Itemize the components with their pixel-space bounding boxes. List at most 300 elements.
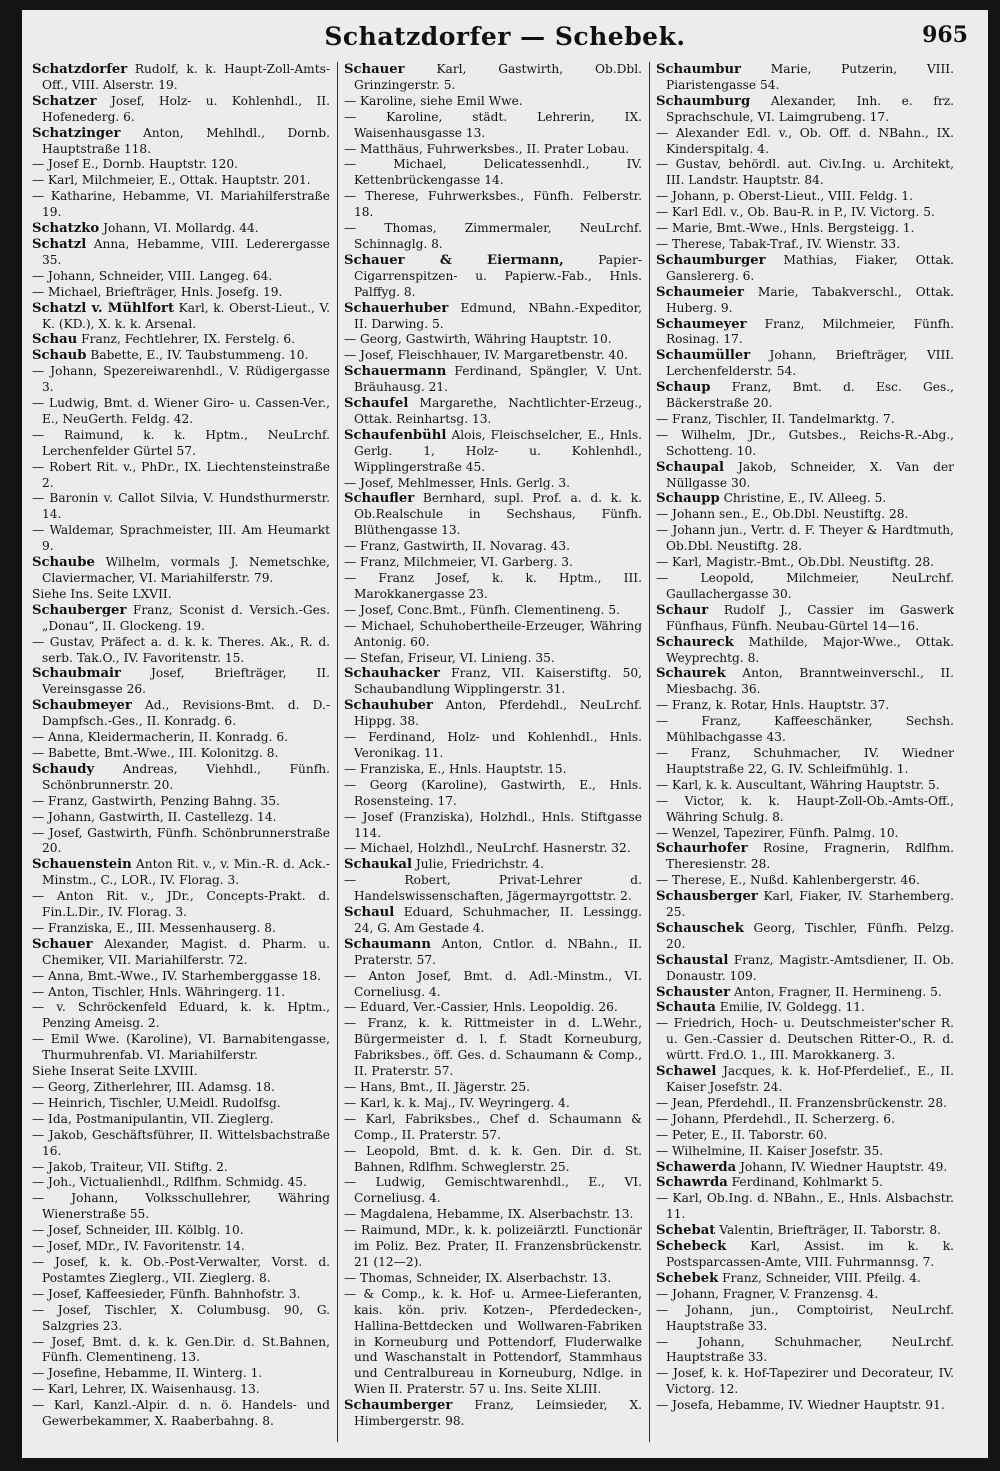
entry-text: Alexander, Inh. e. frz. Sprachschule, VI. Laimgrubeng. 17. — [666, 93, 954, 124]
entry-text: — Josef, Gastwirth, Fünfh. Schönbrunnerstraße 20. — [32, 825, 330, 856]
entry-text: Franz, Leimsieder, X. Himbergerstr. 98. — [354, 1398, 642, 1429]
directory-entry — [32, 1255, 330, 1287]
directory-entry — [344, 1000, 642, 1016]
directory-entry — [32, 730, 330, 746]
directory-entry — [344, 142, 642, 158]
directory-entry — [344, 603, 642, 619]
entry-text: Anton, Cntlor. d. NBahn., II. Praterstr. 57. — [354, 936, 642, 967]
entry-surname: Schauer — [344, 62, 405, 77]
entry-text: — Anton Rit. v., JDr., Concepts-Prakt. d. Fin.L.Dir., IV. Florag. 3. — [32, 889, 330, 920]
directory-entry — [656, 428, 954, 460]
entry-text: Christine, E., IV. Alleeg. 5. — [719, 491, 887, 506]
directory-entry — [656, 1160, 954, 1176]
directory-entry — [656, 714, 954, 746]
directory-entry — [344, 698, 642, 730]
entry-text: Jakob, Schneider, X. Van der Nüllgasse 30. — [666, 459, 954, 490]
entry-text: Wilhelm, vormals J. Nemetschke, Claviermacher, VI. Mariahilferstr. 79. — [42, 555, 330, 585]
directory-entry — [656, 571, 954, 603]
entry-text: Anton Rit. v., v. Min.-R. d. Ack.-Minstm., C., LOR., IV. Florag. 3. — [42, 857, 330, 888]
entry-text: Ferdinand, Spängler, V. Unt. Bräuhausg. 21. — [354, 364, 642, 395]
entry-text: — Franziska, E., Hnls. Hauptstr. 15. — [344, 761, 567, 776]
directory-entry — [656, 523, 954, 555]
entry-text: Karl, Fiaker, IV. Starhemberg. 25. — [666, 889, 954, 920]
entry-text: Franz, Milchmeier, Fünfh. Rosinag. 17. — [666, 316, 954, 347]
directory-entry — [344, 1287, 642, 1398]
directory-entry — [344, 62, 642, 94]
entry-text: Babette, E., IV. Taubstummeng. 10. — [86, 348, 309, 363]
directory-entry — [32, 1080, 330, 1096]
entry-text: Jacques, k. k. Hof-Pferdelief., E., II. Kaiser Josefstr. 24. — [666, 1064, 954, 1094]
directory-entry — [656, 317, 954, 349]
directory-entry — [344, 476, 642, 492]
directory-entry — [656, 157, 954, 189]
entry-text: Anton, Branntweinverschl., II. Miesbachg. 36. — [666, 666, 954, 697]
entry-surname: Schatzl — [32, 236, 87, 252]
entry-text: — Franz, Gastwirth, II. Novarag. 43. — [344, 539, 570, 554]
directory-entry — [32, 189, 330, 221]
entry-surname: Schebeck — [656, 1239, 727, 1255]
directory-entry — [656, 460, 954, 492]
entry-surname: Schaumüller — [656, 348, 751, 364]
entry-text: — Friedrich, Hoch- u. Deutschmeister'scher R. u. Gen.-Cassier d. Deutschen Ritter-O., R. d. württ. Frd.O. 1., III. Marokkanerg. 3. — [656, 1016, 954, 1063]
directory-entry — [656, 1096, 954, 1112]
entry-text: — Stefan, Friseur, VI. Linieng. 35. — [344, 650, 555, 665]
directory-entry — [656, 953, 954, 985]
entry-text: — Johann jun., Vertr. d. F. Theyer & Hardtmuth, Ob.Dbl. Neustiftg. 28. — [656, 523, 954, 554]
entry-text: — Michael, Schuhobertheile-Erzeuger, Währing Antonig. 60. — [344, 618, 642, 649]
page-header — [22, 22, 988, 62]
entry-text: — Ida, Postmanipulantin, VII. Zieglerg. — [32, 1111, 274, 1126]
directory-entry — [32, 698, 330, 730]
entry-surname: Schauerhuber — [344, 300, 449, 316]
directory-entry — [32, 603, 330, 635]
entry-text: — Raimund, k. k. Hptm., NeuLrchf. Lerchenfelder Gürtel 57. — [32, 427, 330, 458]
directory-entry — [32, 666, 330, 698]
entry-text: — Magdalena, Hebamme, IX. Alserbachstr. 13. — [344, 1207, 634, 1222]
entry-text: — Jakob, Traiteur, VII. Stiftg. 2. — [32, 1159, 228, 1174]
entry-text: Rosine, Fragnerin, Rdlfhm. Theresienstr. 28. — [666, 841, 954, 872]
entry-text: Eduard, Schuhmacher, II. Lessingg. 24, G. Am Gestade 4. — [354, 905, 642, 935]
column-rule — [337, 62, 338, 1442]
entry-text: Karl, k. Oberst-Lieut., V. K. (KD.), X. k. k. Arsenal. — [42, 300, 330, 331]
directory-entry — [656, 253, 954, 285]
directory-entry — [32, 157, 330, 173]
directory-entry — [656, 1287, 954, 1303]
entry-text: — Raimund, MDr., k. k. polizeiärztl. Functionär im Poliz. Bez. Prater, II. Franzensbrückenstr. 21 (12—2). — [344, 1223, 642, 1269]
entry-text: — Josef, Tischler, X. Columbusg. 90, G. Salzgries 23. — [32, 1302, 330, 1333]
entry-text: — Georg (Karoline), Gastwirth, E., Hnls. Rosensteing. 17. — [344, 777, 642, 808]
entry-text: Siehe Ins. Seite LXVII. — [32, 586, 172, 601]
directory-entry — [32, 746, 330, 762]
directory-entry — [32, 921, 330, 937]
directory-entry — [344, 539, 642, 555]
entry-text: — Franz, Tischler, II. Tandelmarktg. 7. — [656, 411, 895, 426]
directory-entry — [32, 1175, 330, 1191]
entry-text: — Josefine, Hebamme, II. Winterg. 1. — [32, 1366, 263, 1381]
directory-entry — [344, 428, 642, 476]
entry-surname: Schaurhofer — [656, 841, 748, 857]
entry-text: — Johann, jun., Comptoirist, NeuLrchf. Hauptstraße 33. — [656, 1302, 954, 1333]
entry-surname: Schauenstein — [32, 857, 132, 873]
entry-text: — Waldemar, Sprachmeister, III. Am Heumarkt 9. — [32, 523, 330, 554]
directory-entry — [32, 762, 330, 794]
entry-text: Ad., Revisions-Bmt. d. D.-Dampfsch.-Ges., II. Konradg. 6. — [42, 698, 330, 729]
entry-text: — Franz, Schuhmacher, IV. Wiedner Hauptstraße 22, G. IV. Schleifmühlg. 1. — [656, 745, 954, 776]
directory-entry — [344, 396, 642, 428]
entry-surname: Schauschek — [656, 920, 744, 936]
entry-text: — Marie, Bmt.-Wwe., Hnls. Bergsteigg. 1. — [656, 221, 915, 236]
entry-text: Andreas, Viehhdl., Fünfh. Schönbrunnerstr. 20. — [42, 761, 330, 792]
directory-entry — [656, 94, 954, 126]
directory-entry — [656, 1016, 954, 1064]
directory-entry — [32, 1000, 330, 1032]
directory-entry — [656, 889, 954, 921]
entry-surname: Schaustal — [656, 952, 729, 968]
directory-entry — [344, 905, 642, 937]
directory-entry — [32, 1398, 330, 1430]
directory-entry — [656, 1366, 954, 1398]
directory-entry — [344, 1175, 642, 1207]
directory-entry — [344, 1398, 642, 1430]
entry-text: Siehe Inserat Seite LXVIII. — [32, 1064, 198, 1079]
entry-text: — Johann, Gastwirth, II. Castellezg. 14. — [32, 809, 277, 824]
entry-surname: Schawel — [656, 1064, 717, 1080]
directory-entry — [344, 348, 642, 364]
entry-text: — Karl, Kanzl.-Alpir. d. n. ö. Handels- und Gewerbekammer, X. Raaberbahng. 8. — [32, 1398, 330, 1429]
directory-entry — [344, 1016, 642, 1080]
entry-text: — Johann, Schneider, VIII. Langeg. 64. — [32, 268, 273, 283]
entry-text: — Eduard, Ver.-Cassier, Hnls. Leopoldig. 26. — [344, 1000, 618, 1015]
entry-text: — Robert, Privat-Lehrer d. Handelswissenschaften, Jägermayrgottstr. 2. — [344, 873, 642, 904]
entry-text: — Anton Josef, Bmt. d. Adl.-Minstm., VI. Corneliusg. 4. — [344, 968, 642, 999]
entry-text: — Michael, Briefträger, Hnls. Josefg. 19. — [32, 284, 283, 299]
entry-surname: Schaumberger — [344, 1398, 453, 1414]
directory-entry — [656, 189, 954, 205]
entry-text: Johann, IV. Wiedner Hauptstr. 49. — [736, 1159, 948, 1174]
entry-surname: Schaumburg — [656, 93, 751, 109]
directory-entry — [656, 666, 954, 698]
entry-surname: Schaumeier — [656, 284, 744, 300]
entry-surname: Schaufenbühl — [344, 427, 447, 443]
entry-text: — Matthäus, Fuhrwerksbes., II. Prater Lobau. — [344, 141, 630, 156]
directory-entry — [656, 778, 954, 794]
entry-text: — Karl Edl. v., Ob. Bau-R. in P., IV. Victorg. 5. — [656, 205, 935, 220]
entry-text: — Baronin v. Callot Silvia, V. Hundsthurmerstr. 14. — [32, 491, 330, 522]
entry-surname: Schaumbur — [656, 62, 741, 77]
directory-entry — [656, 873, 954, 889]
directory-entry — [656, 1335, 954, 1367]
entry-text: — Johann sen., E., Ob.Dbl. Neustiftg. 28. — [656, 507, 909, 522]
directory-entry — [344, 189, 642, 221]
directory-entry — [32, 62, 330, 94]
running-head: Schatzdorfer — Schebek. — [324, 22, 686, 51]
entry-surname: Schaupp — [656, 491, 720, 507]
entry-text: — Josef, Bmt. d. k. k. Gen.Dir. d. St.Bahnen, Fünfh. Clementineng. 13. — [32, 1334, 330, 1365]
entry-surname: Schebat — [656, 1223, 716, 1239]
entry-surname: Schauberger — [32, 602, 127, 618]
entry-text: Rudolf J., Cassier im Gaswerk Fünfhaus, Fünfh. Neubau-Gürtel 14—16. — [666, 602, 954, 633]
entry-text: Alois, Fleischselcher, E., Hnls. Gerlg. 1, Holz- u. Kohlenhdl., Wipplingerstraße 45. — [354, 427, 642, 474]
directory-entry — [344, 857, 642, 873]
entry-text: Franz, Schneider, VIII. Pfeilg. 4. — [718, 1270, 921, 1285]
directory-entry — [344, 491, 642, 539]
directory-entry — [656, 1191, 954, 1223]
entry-text: — Karl, Magistr.-Bmt., Ob.Dbl. Neustiftg. 28. — [656, 555, 935, 570]
entry-text: — Katharine, Hebamme, VI. Mariahilferstraße 19. — [32, 189, 330, 220]
directory-entry — [32, 1303, 330, 1335]
entry-text: — Karl, Fabriksbes., Chef d. Schaumann & Comp., II. Praterstr. 57. — [344, 1111, 642, 1142]
entry-text: — Franz, k. Rotar, Hnls. Hauptstr. 37. — [656, 698, 890, 713]
entry-surname: Schaumeyer — [656, 316, 747, 332]
entry-text: — Josefa, Hebamme, IV. Wiedner Hauptstr. 91. — [656, 1398, 945, 1413]
entry-text: — Therese, Tabak-Traf., IV. Wienstr. 33. — [656, 236, 901, 251]
entry-surname: Schaul — [344, 905, 395, 921]
entry-text: Franz, Magistr.-Amtsdiener, II. Ob. Donaustr. 109. — [666, 952, 954, 983]
directory-entry — [344, 841, 642, 857]
directory-entry — [344, 94, 642, 110]
directory-entry — [32, 1335, 330, 1367]
entry-text: — Josef (Franziska), Holzhdl., Hnls. Stiftgasse 114. — [344, 809, 642, 840]
entry-text: Franz, Bmt. d. Esc. Ges., Bäckerstraße 20. — [666, 380, 954, 411]
directory-entry — [656, 62, 954, 94]
entry-text: Emilie, IV. Goldegg. 11. — [715, 1000, 865, 1015]
directory-entry — [32, 460, 330, 492]
directory-entry — [656, 380, 954, 412]
directory-entry — [344, 1271, 642, 1287]
directory-entry — [344, 332, 642, 348]
entry-text: Anna, Hebamme, VIII. Lederergasse 35. — [42, 236, 330, 267]
entry-text: Rudolf, k. k. Haupt-Zoll-Amts-Off., VIII. Alserstr. 19. — [42, 62, 330, 92]
entry-surname: Schaureck — [656, 634, 734, 650]
entry-surname: Schaupal — [656, 459, 725, 475]
entry-text: — Karl, k. k. Auscultant, Währing Hauptstr. 5. — [656, 777, 940, 792]
directory-entry — [344, 651, 642, 667]
entry-surname: Schawerda — [656, 1159, 737, 1175]
entry-text: — Victor, k. k. Haupt-Zoll-Ob.-Amts-Off., Währing Schulg. 8. — [656, 793, 954, 824]
entry-text: Franz, VII. Kaiserstiftg. 50, Schaubandlung Wipplingerstr. 31. — [354, 666, 642, 697]
column-3 — [656, 62, 954, 1442]
entry-text: — Josef, MDr., IV. Favoritenstr. 14. — [32, 1239, 245, 1254]
directory-entry — [656, 746, 954, 778]
entry-text: — Johann, Fragner, V. Franzensg. 4. — [656, 1286, 879, 1301]
entry-text: Josef, Holz- u. Kohlenhdl., II. Hofenederg. 6. — [42, 93, 330, 124]
entry-surname: Schauermann — [344, 364, 447, 380]
directory-entry — [32, 94, 330, 126]
entry-text: — Hans, Bmt., II. Jägerstr. 25. — [344, 1080, 530, 1094]
directory-entry — [656, 794, 954, 826]
directory-entry — [32, 1191, 330, 1223]
entry-text: Josef, Briefträger, II. Vereinsgasse 26. — [42, 666, 330, 697]
entry-text: — Alexander Edl. v., Ob. Off. d. NBahn., IX. Kinderspitalg. 4. — [656, 125, 954, 156]
entry-text: — Franz, Kaffeeschänker, Sechsh. Mühlbachgasse 43. — [656, 714, 954, 745]
directory-entry — [32, 635, 330, 667]
entry-text: — Babette, Bmt.-Wwe., III. Kolonitzg. 8. — [32, 745, 279, 760]
directory-entry — [656, 348, 954, 380]
directory-entry — [32, 221, 330, 237]
directory-entry — [656, 985, 954, 1001]
directory-entry — [32, 985, 330, 1001]
entry-text: — Josef, Mehlmesser, Hnls. Gerlg. 3. — [344, 475, 570, 490]
directory-entry — [344, 301, 642, 333]
entry-surname: Schau — [32, 332, 78, 348]
entry-text: Anton, Fragner, II. Hermineng. 5. — [730, 984, 942, 999]
directory-entry — [32, 301, 330, 333]
directory-entry — [344, 157, 642, 189]
directory-entry — [32, 889, 330, 921]
entry-text: Edmund, NBahn.-Expeditor, II. Darwing. 5. — [354, 300, 642, 331]
entry-surname: Schatzer — [32, 93, 97, 109]
entry-text: — Michael, Holzhdl., NeuLrchf. Hasnerstr. 32. — [344, 841, 631, 856]
column-1 — [32, 62, 330, 1442]
directory-entry — [344, 1112, 642, 1144]
entry-surname: Schatzko — [32, 221, 100, 237]
directory-entry — [344, 666, 642, 698]
entry-text: — Josef, k. k. Hof-Tapezirer und Decorateur, IV. Victorg. 12. — [656, 1366, 954, 1397]
directory-entry — [32, 826, 330, 858]
entry-text: Papier-Cigarrenspitzen- u. Papierw.-Fab., Hnls. Palffyg. 8. — [354, 252, 642, 299]
directory-entry — [344, 778, 642, 810]
directory-entry — [344, 221, 642, 253]
entry-text: — Jean, Pferdehdl., II. Franzensbrückenstr. 28. — [656, 1095, 947, 1110]
directory-entry — [656, 698, 954, 714]
directory-entry — [32, 857, 330, 889]
entry-surname: Schauta — [656, 1000, 716, 1016]
entry-text: — Michael, Delicatessenhdl., IV. Kettenbrückengasse 14. — [344, 157, 642, 188]
entry-text: — Leopold, Milchmeier, NeuLrchf. Gaullachergasse 30. — [656, 571, 954, 601]
entry-text: — Emil Wwe. (Karoline), VI. Barnabitengasse, Thurmuhrenfab. VI. Mariahilferstr. — [32, 1032, 330, 1063]
directory-entry — [656, 126, 954, 158]
entry-text: Anton, Pferdehdl., NeuLrchf. Hippg. 38. — [354, 698, 642, 729]
directory-entry — [656, 841, 954, 873]
directory-entry — [656, 237, 954, 253]
entry-surname: Schaub — [32, 348, 87, 364]
directory-entry — [32, 794, 330, 810]
entry-text: — Anton, Tischler, Hnls. Währingerg. 11. — [32, 984, 286, 999]
entry-text: — Thomas, Schneider, IX. Alserbachstr. 13. — [344, 1270, 612, 1285]
directory-entry — [656, 491, 954, 507]
directory-entry — [344, 571, 642, 603]
entry-text: Mathilde, Major-Wwe., Ottak. Weyprechtg. 8. — [666, 634, 954, 665]
entry-text: — Franz, Gastwirth, Penzing Bahng. 35. — [32, 793, 280, 808]
directory-page — [22, 10, 988, 1458]
directory-entry — [32, 428, 330, 460]
directory-entry — [32, 1239, 330, 1255]
directory-entry — [32, 523, 330, 555]
directory-entry — [656, 921, 954, 953]
directory-entry — [32, 1287, 330, 1303]
entry-text: — Ferdinand, Holz- und Kohlenhdl., Hnls. Veronikag. 11. — [344, 730, 642, 760]
entry-text: — Georg, Zitherlehrer, III. Adamsg. 18. — [32, 1080, 275, 1094]
directory-entry — [32, 491, 330, 523]
directory-entry — [656, 603, 954, 635]
entry-text: Johann, Briefträger, VIII. Lerchenfelderstr. 54. — [666, 348, 954, 379]
entry-text: — Wilhelm, JDr., Gutsbes., Reichs-R.-Abg., Schotteng. 10. — [656, 427, 954, 458]
directory-entry — [32, 1128, 330, 1160]
entry-text: — Franz Josef, k. k. Hptm., III. Marokkanergasse 23. — [344, 571, 642, 601]
entry-text: Valentin, Briefträger, II. Taborstr. 8. — [715, 1223, 942, 1238]
directory-entry — [32, 1160, 330, 1176]
entry-text: — Gustav, Präfect a. d. k. k. Theres. Ak., R. d. serb. Tak.O., IV. Favoritenstr. 15. — [32, 634, 330, 665]
directory-entry — [32, 364, 330, 396]
column-2 — [344, 62, 642, 1442]
directory-entry — [344, 619, 642, 651]
entry-text: — Franziska, E., III. Messenhauserg. 8. — [32, 920, 276, 935]
entry-text: Franz, Fechtlehrer, IX. Ferstelg. 6. — [77, 332, 296, 347]
entry-surname: Schebek — [656, 1270, 719, 1286]
directory-entry — [344, 1223, 642, 1271]
entry-text: — Josef, Conc.Bmt., Fünfh. Clementineng. 5. — [344, 602, 621, 617]
directory-entry — [32, 555, 330, 587]
entry-text: — Karl, Milchmeier, E., Ottak. Hauptstr. 201. — [32, 173, 311, 188]
directory-entry — [656, 285, 954, 317]
entry-text: Marie, Putzerin, VIII. Piaristengasse 54. — [666, 62, 954, 92]
directory-entry — [32, 173, 330, 189]
entry-text: — Robert Rit. v., PhDr., IX. Liechtensteinstraße 2. — [32, 459, 330, 490]
directory-entry — [32, 1223, 330, 1239]
entry-text: — Karoline, siehe Emil Wwe. — [344, 93, 523, 108]
directory-entry — [656, 221, 954, 237]
entry-text: Karl, Gastwirth, Ob.Dbl. Grinzingerstr. 5. — [354, 62, 642, 92]
entry-surname: Schaumburger — [656, 252, 766, 268]
entry-text: — Josef, Fleischhauer, IV. Margaretbenstr. 40. — [344, 348, 628, 363]
entry-text: — Thomas, Zimmermaler, NeuLrchf. Schinnaglg. 8. — [344, 221, 642, 251]
directory-entry — [656, 1000, 954, 1016]
entry-text: — v. Schröckenfeld Eduard, k. k. Hptm., Penzing Ameisg. 2. — [32, 1000, 330, 1031]
entry-text: — Johann, p. Oberst-Lieut., VIII. Feldg. 1. — [656, 189, 913, 204]
entry-text: — Heinrich, Tischler, U.Meidl. Rudolfsg. — [32, 1095, 281, 1110]
directory-entry — [32, 348, 330, 364]
entry-text: Mathias, Fiaker, Ottak. Ganslererg. 6. — [666, 252, 954, 283]
entry-text: — Karoline, städt. Lehrerin, IX. Waisenhausgasse 13. — [344, 109, 642, 140]
entry-text: — Karl, Lehrer, IX. Waisenhausg. 13. — [32, 1382, 260, 1397]
directory-entry — [32, 1096, 330, 1112]
entry-text: Franz, Sconist d. Versich.-Ges. „Donau“, II. Glockeng. 19. — [42, 602, 330, 633]
entry-surname: Schaukal — [344, 857, 412, 873]
entry-text: Johann, VI. Mollardg. 44. — [99, 221, 259, 236]
entry-text: — Franz, k. k. Rittmeister in d. L.Wehr., Bürgermeister d. l. f. Stadt Korneuburg, Fabriksbes., öff. Ges. d. Schaumann & Comp., II. Praterstr. 57. — [344, 1016, 642, 1079]
directory-entry — [656, 555, 954, 571]
directory-entry — [656, 1128, 954, 1144]
directory-entry — [32, 1064, 330, 1080]
directory-columns — [32, 62, 962, 1442]
entry-surname: Schaubmeyer — [32, 698, 132, 714]
entry-text: — Wilhelmine, II. Kaiser Josefstr. 35. — [656, 1143, 884, 1158]
directory-entry — [344, 555, 642, 571]
directory-entry — [32, 237, 330, 269]
directory-entry — [656, 1271, 954, 1287]
entry-text: — Ludwig, Gemischtwarenhdl., E., VI. Corneliusg. 4. — [344, 1175, 642, 1206]
entry-surname: Schaube — [32, 555, 95, 571]
directory-entry — [344, 1207, 642, 1223]
entry-surname: Schatzl v. Mühlfort — [32, 300, 175, 316]
entry-surname: Schauer — [32, 936, 93, 952]
directory-entry — [32, 285, 330, 301]
directory-entry — [656, 1144, 954, 1160]
entry-text: — Therese, Fuhrwerksbes., Fünfh. Felberstr. 18. — [344, 189, 642, 220]
column-rule — [649, 62, 650, 1442]
directory-entry — [656, 1398, 954, 1414]
entry-surname: Schatzdorfer — [32, 62, 128, 77]
page-number: 965 — [922, 22, 968, 48]
entry-text: — Anna, Kleidermacherin, II. Konradg. 6. — [32, 730, 288, 745]
directory-entry — [656, 1175, 954, 1191]
entry-surname: Schauer & Eiermann, — [344, 252, 564, 268]
entry-text: Alexander, Magist. d. Pharm. u. Chemiker, VII. Mariahilferstr. 72. — [42, 936, 330, 967]
entry-text: Ferdinand, Kohlmarkt 5. — [727, 1175, 883, 1190]
entry-text: — Anna, Bmt.-Wwe., IV. Starhemberggasse 18. — [32, 968, 321, 983]
entry-text: — Ludwig, Bmt. d. Wiener Giro- u. Cassen-Ver., E., NeuGerth. Feldg. 42. — [32, 396, 330, 426]
entry-text: — Josef E., Dornb. Hauptstr. 120. — [32, 157, 238, 172]
